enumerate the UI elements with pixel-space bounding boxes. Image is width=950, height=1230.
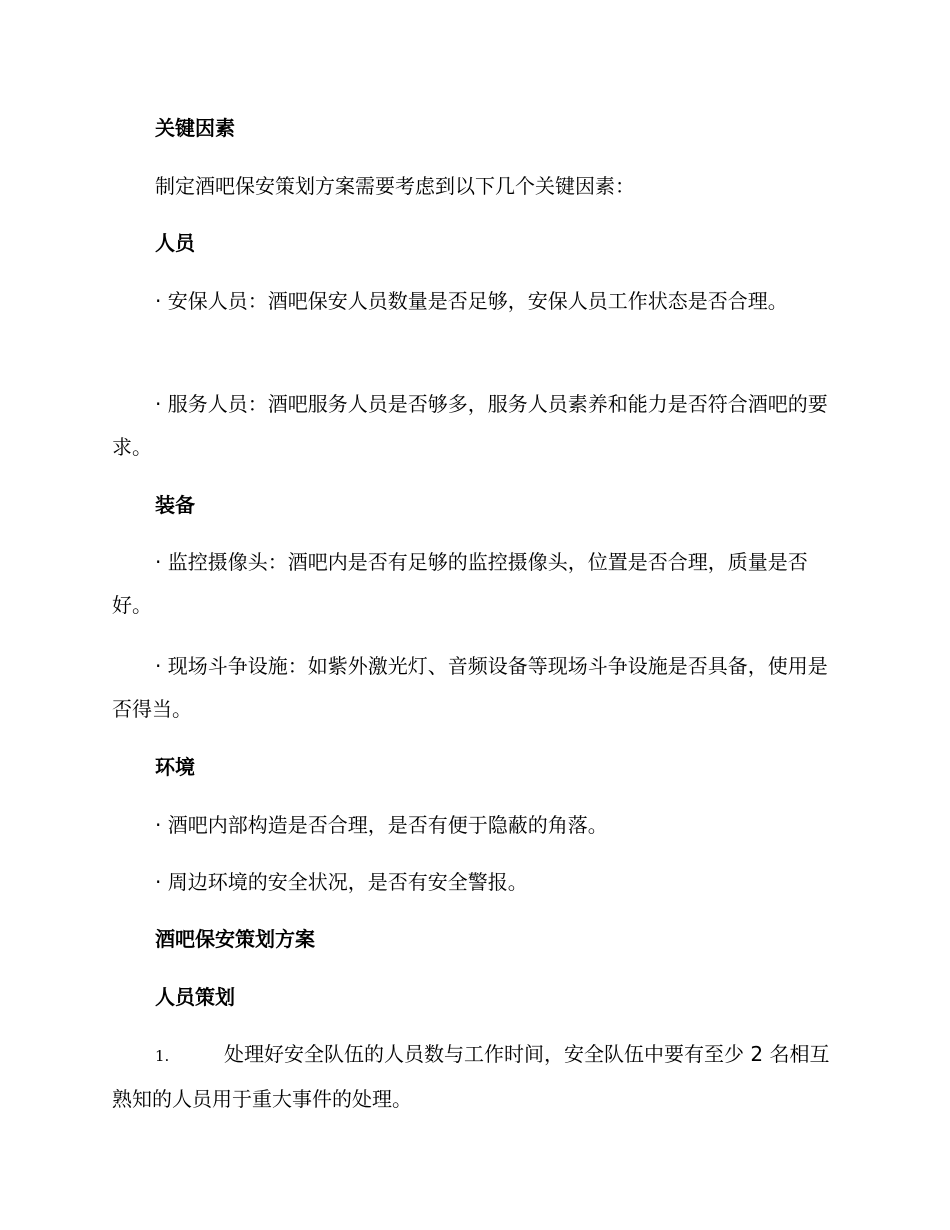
bullet-interior: · 酒吧内部构造是否合理，是否有便于隐蔽的角落。 [155,813,608,837]
bullet-cameras: · 监控摄像头：酒吧内是否有足够的监控摄像头，位置是否合理，质量是否好。 [112,550,808,617]
heading-equipment: 装备 [155,493,195,517]
heading-staff-plan: 人员策划 [155,985,235,1009]
numbered-item-1 [112,1033,842,1121]
bullet-surroundings: · 周边环境的安全状况，是否有安全警报。 [155,870,528,894]
heading-bar-security-plan: 酒吧保安策划方案 [155,927,315,951]
intro-paragraph: 制定酒吧保安策划方案需要考虑到以下几个关键因素： [155,174,635,198]
heading-personnel: 人员 [155,231,195,255]
bullet-combat-facilities: · 现场斗争设施：如紫外激光灯、音频设备等现场斗争设施是否具备，使用是否得当。 [112,654,828,721]
heading-key-factors: 关键因素 [155,116,235,140]
bullet-service-staff: · 服务人员：酒吧服务人员是否够多，服务人员素养和能力是否符合酒吧的要求。 [112,392,828,459]
heading-environment: 环境 [155,755,195,779]
item-text: 处理好安全队伍的人员数与工作时间，安全队伍中要有至少 2 名相互熟知的人员用于重大事件的处理。 [112,1042,830,1111]
item-number: 1. [155,1047,170,1065]
bullet-security-staff: · 安保人员：酒吧保安人员数量是否足够，安保人员工作状态是否合理。 [155,289,788,313]
